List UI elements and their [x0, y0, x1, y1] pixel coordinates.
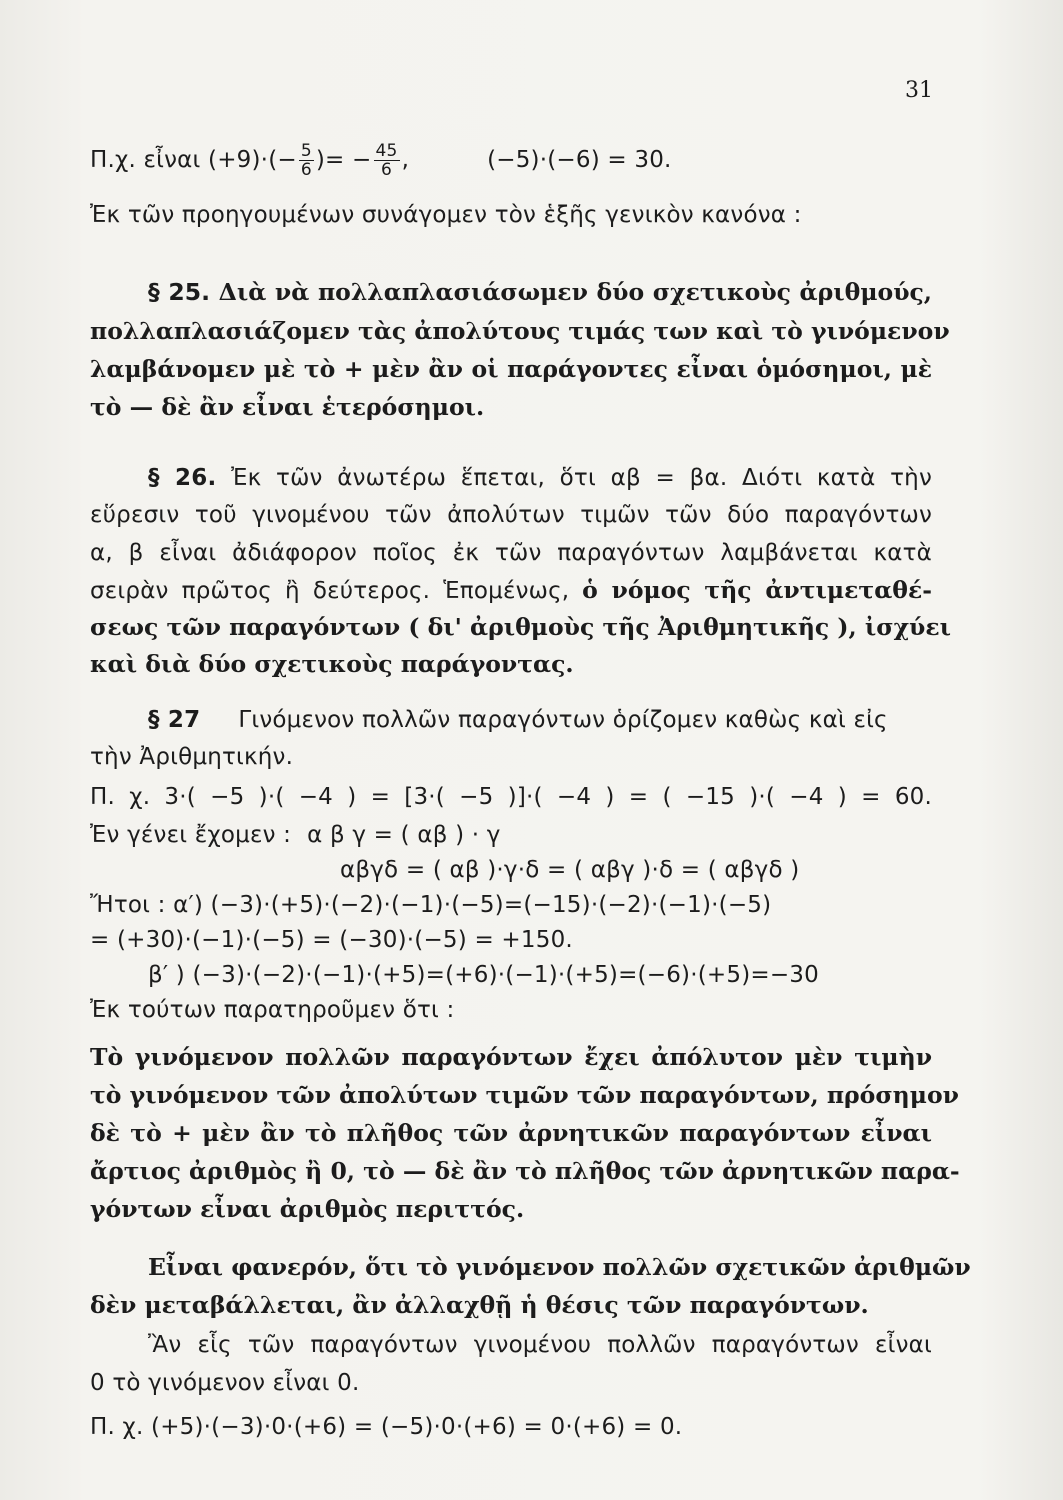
rule-intro: Ἐκ τῶν προηγουμένων συνάγομεν τὸν ἑξῆς γενικὸν κανόνα :: [90, 202, 802, 228]
fraction-numerator: 45: [375, 141, 398, 161]
sec26-line3: α, β εἶναι ἀδιάφορον ποῖος ἐκ τῶν παραγόντων λαμβάνεται κατὰ: [90, 540, 932, 566]
fraction-45-6: [374, 142, 400, 179]
equation-2: [90, 820, 932, 850]
rule2-line3: δὲ τὸ + μὲν ἂν τὸ πλῆθος τῶν ἀρνητικῶν παραγόντων εἶναι: [90, 1119, 932, 1147]
rule2-line2: τὸ γινόμενον τῶν ἀπολύτων τιμῶν τῶν παραγόντων, πρόσημον: [90, 1081, 959, 1109]
sec25-line4: τὸ — δὲ ἂν εἶναι ἑτερόσημοι.: [90, 393, 485, 421]
sec26-line2: εὕρεσιν τοῦ γινομένου τῶν ἀπολύτων τιμῶν τῶν δύο παραγόντων: [90, 502, 932, 528]
sec26-line4: [90, 575, 932, 606]
equation-7: Ἐκ τούτων παρατηροῦμεν ὅτι :: [90, 997, 455, 1023]
equation-3: αβγδ = ( αβ )·γ·δ = ( αβγ )·δ = ( αβγδ ): [340, 857, 800, 883]
sec27-line1: [148, 705, 932, 735]
fraction-5-6: [299, 142, 314, 179]
page-number: 31: [905, 78, 933, 103]
sec27-line2: τὴν Ἀριθμητικήν.: [90, 744, 294, 770]
zero-line1: Ἂν εἷς τῶν παραγόντων γινομένου πολλῶν παραγόντων εἶναι: [148, 1332, 932, 1358]
sec25-text: Διὰ νὰ πολλαπλασιάσωμεν δύο σχετικοὺς ἀριθμούς,: [218, 278, 932, 306]
equation-1: Π. χ. 3·( −5 )·( −4 ) = [3·( −5 )]·( −4 ) = ( −15 )·( −4 ) = 60.: [90, 784, 932, 810]
example-second: (−5)·(−6) = 30.: [487, 147, 672, 173]
zero-line2: 0 τὸ γινόμενον εἶναι 0.: [90, 1370, 360, 1396]
equation-5: = (+30)·(−1)·(−5) = (−30)·(−5) = +150.: [90, 927, 573, 953]
rule2-line1: Τὸ γινόμενον πολλῶν παραγόντων ἔχει ἀπόλυτον μὲν τιμὴν: [90, 1043, 932, 1071]
sec25-line3: λαμβάνομεν μὲ τὸ + μὲν ἂν οἱ παράγοντες εἶναι ὁμόσημοι, μὲ: [90, 355, 932, 383]
example-line-1: [90, 142, 932, 179]
sec25-line1: [148, 277, 932, 307]
sec26-line1: [148, 463, 932, 493]
sec26-line5: σεως τῶν παραγόντων ( δι' ἀριθμοὺς τῆς Ἀριθμητικῆς ), ἰσχύει: [90, 613, 952, 641]
zero-example: Π. χ. (+5)·(−3)·0·(+6) = (−5)·0·(+6) = 0·(+6) = 0.: [90, 1414, 683, 1440]
sec26-line4-bold: ὁ νόμος τῆς ἀντιμεταθέ-: [582, 576, 932, 604]
fraction-denominator: 6: [381, 160, 393, 180]
equation-2-body: α β γ = ( αβ ) · γ: [307, 822, 501, 848]
equation-4: Ἤτοι : α′) (−3)·(+5)·(−2)·(−1)·(−5)=(−15)·(−2)·(−1)·(−5): [90, 892, 772, 918]
sec25-line2: πολλαπλασιάζομεν τὰς ἀπολύτους τιμάς των καὶ τὸ γινόμενον: [90, 317, 950, 345]
equation-2-label: Ἐν γένει ἔχομεν :: [90, 822, 292, 848]
sec26-line6: καὶ διὰ δύο σχετικοὺς παράγοντας.: [90, 650, 574, 678]
example-mid: )= −: [315, 147, 372, 173]
equation-6: β′ ) (−3)·(−2)·(−1)·(+5)=(+6)·(−1)·(+5)=(−6)·(+5)=−30: [148, 962, 819, 988]
section-number: § 27: [148, 707, 201, 733]
fraction-numerator: 5: [300, 141, 312, 161]
fraction-denominator: 6: [300, 160, 312, 180]
section-number: § 25.: [148, 278, 210, 306]
sec27-text: Γινόμενον πολλῶν παραγόντων ὁρίζομεν καθὼς καὶ εἰς: [238, 707, 888, 733]
section-number: § 26.: [148, 465, 217, 491]
example-suffix: ,: [401, 147, 410, 173]
rule3-line2: δὲν μεταβάλλεται, ἂν ἀλλαχθῇ ἡ θέσις τῶν παραγόντων.: [90, 1291, 869, 1319]
rule2-line4: ἄρτιος ἀριθμὸς ἢ 0, τὸ — δὲ ἂν τὸ πλῆθος τῶν ἀρνητικῶν παρα-: [90, 1157, 960, 1185]
rule3-line1: Εἶναι φανερόν, ὅτι τὸ γινόμενον πολλῶν σχετικῶν ἀριθμῶν: [148, 1253, 971, 1281]
sec26-line4-regular: σειρὰν πρῶτος ἢ δεύτερος. Ἑπομένως,: [90, 578, 570, 604]
example-prefix: Π.χ. εἶναι (+9)·(−: [90, 147, 297, 173]
sec26-text: Ἐκ τῶν ἀνωτέρω ἕπεται, ὅτι αβ = βα. Διότι κατὰ τὴν: [231, 465, 932, 491]
rule2-line5: γόντων εἶναι ἀριθμὸς περιττός.: [90, 1195, 525, 1223]
